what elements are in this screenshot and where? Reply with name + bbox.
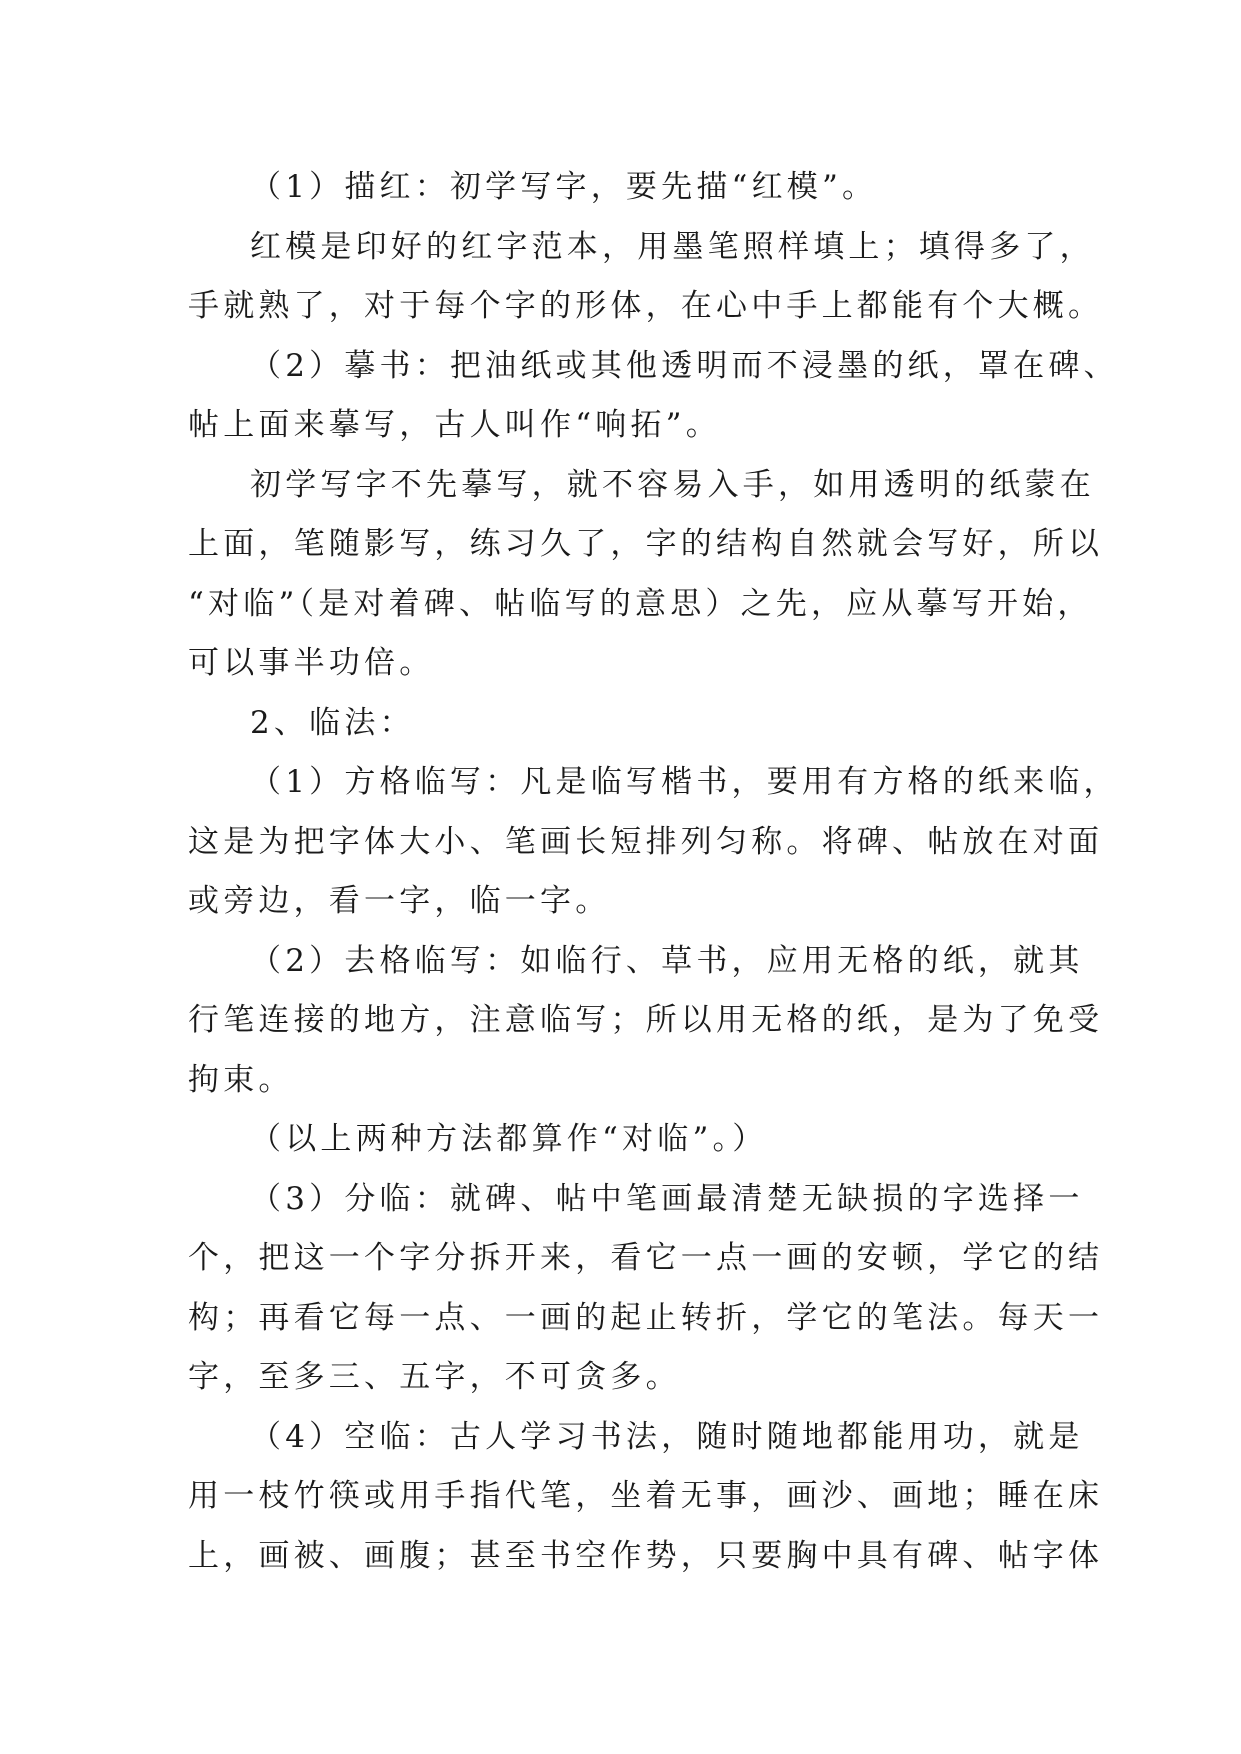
text-line: 字，至多三、五字，不可贪多。 [188,1359,681,1395]
text-line: 2、临法： [250,704,415,741]
paragraph-hongmo [188,218,1104,337]
paragraph-moshu [188,337,1119,456]
text-line: 或旁边，看一字，临一字。 [188,883,611,919]
text-line: 个，把这一个字分拆开来，看它一点一画的安顿，学它的结 [188,1240,1104,1276]
heading-linfa [188,694,1068,754]
text-line: 上面，笔随影写，练习久了，字的结构自然就会写好，所以 [188,526,1104,562]
text-line: 手就熟了，对于每个字的形体，在心中手上都能有个大概。 [188,288,1104,324]
text-line: 可以事半功倍。 [188,645,435,681]
paragraph-quge [188,932,1104,1111]
text-line: 上，画被、画腹；甚至书空作势，只要胸中具有碑、帖字体 [188,1537,1104,1574]
paragraph-miaohong [188,158,1068,218]
text-line: （3）分临：就碑、帖中笔画最清楚无缺损的字选择一 [250,1180,1084,1217]
paragraph-note-duilin [188,1110,1068,1170]
text-line: 红模是印好的红字范本，用墨笔照样填上；填得多了， [250,228,1095,265]
text-line: （以上两种方法都算作“对临”。） [250,1121,768,1157]
paragraph-fangge [188,753,1119,932]
text-line: （2）去格临写：如临行、草书，应用无格的纸，就其 [250,942,1084,979]
text-line: 构；再看它每一点、一画的起止转折，学它的笔法。每天一 [188,1299,1104,1336]
text-line: （2）摹书：把油纸或其他透明而不浸墨的纸，罩在碑、 [250,347,1119,384]
text-line: 用一枝竹筷或用手指代笔，坐着无事，画沙、画地；睡在床 [188,1478,1104,1514]
paragraph-fenlin [188,1170,1104,1408]
text-line: 拘束。 [188,1061,294,1098]
text-line: （1）方格临写：凡是临写楷书，要用有方格的纸来临， [250,764,1119,800]
text-line: （1）描红：初学写字，要先描“红模”。 [250,169,878,205]
document-body [188,158,1119,1586]
text-line: 这是为把字体大小、笔画长短排列匀称。将碑、帖放在对面 [188,823,1104,860]
paragraph-chuxue [188,456,1104,694]
text-line: （4）空临：古人学习书法，随时随地都能用功，就是 [250,1418,1084,1455]
text-line: “对临”（是对着碑、帖临写的意思）之先，应从摹写开始， [188,585,1093,622]
text-line: 帖上面来摹写，古人叫作“响拓”。 [188,407,721,443]
paragraph-konglin [188,1408,1104,1587]
text-line: 初学写字不先摹写，就不容易入手，如用透明的纸蒙在 [250,466,1095,503]
text-line: 行笔连接的地方，注意临写；所以用无格的纸，是为了免受 [188,1002,1104,1038]
